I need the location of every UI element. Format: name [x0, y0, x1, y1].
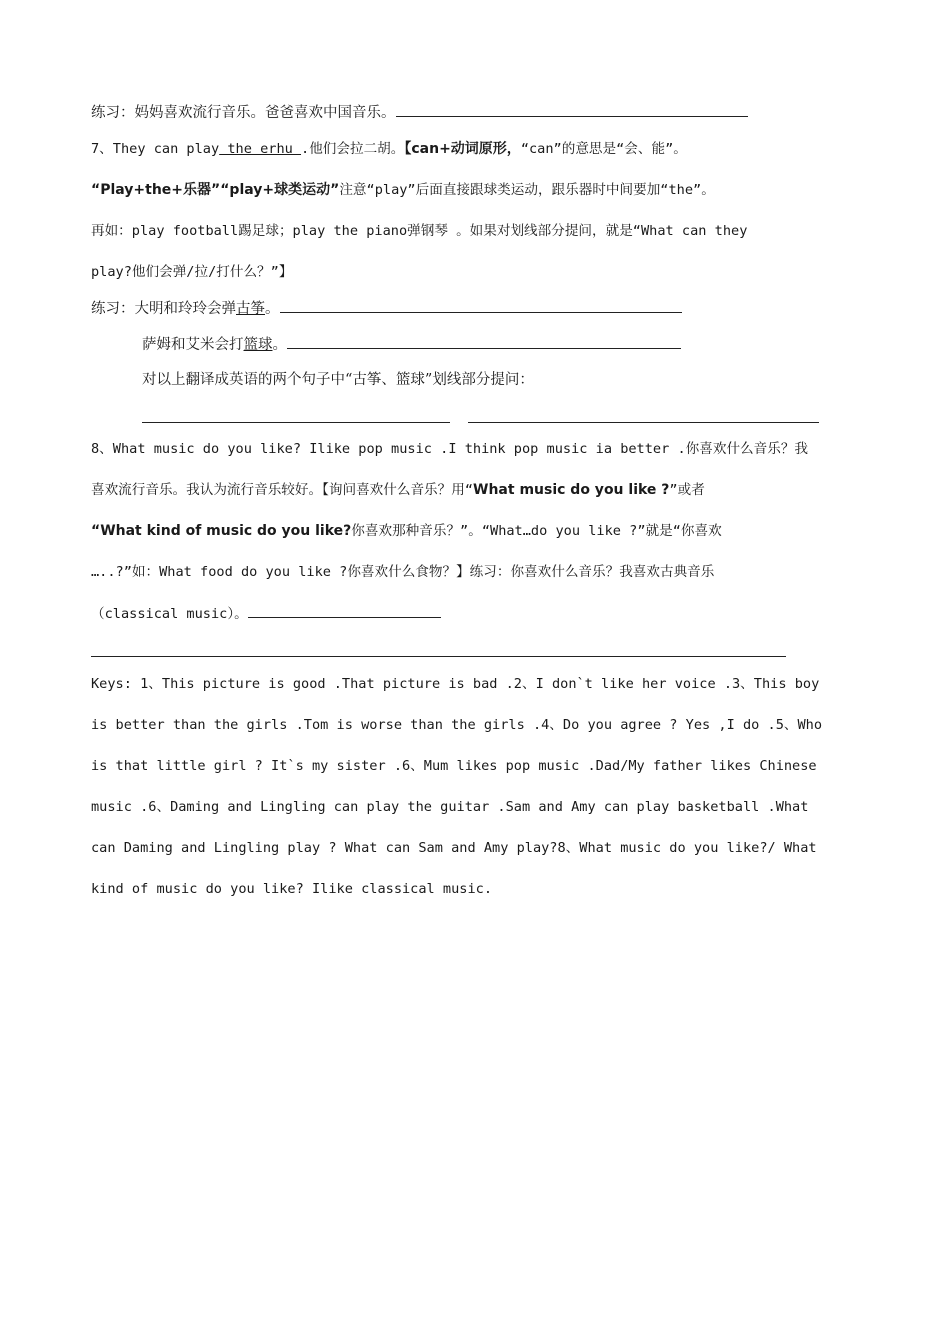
practice-text: 。: [272, 337, 287, 353]
item-8-text: ”或者: [669, 482, 705, 498]
item-8-line-5: [91, 603, 441, 624]
practice-7-q1: [91, 298, 682, 319]
practice-text: 萨姆和艾米会打: [142, 337, 244, 353]
keys-line: [91, 879, 492, 899]
practice-7-q3: [142, 370, 534, 390]
practice-6: [91, 102, 748, 123]
item-7-text: “can”的意思是“会、能”。: [520, 141, 687, 157]
item-7-line-2: [91, 180, 715, 200]
underlined-word: 古筝: [236, 301, 265, 317]
keys-text: Keys: 1、This picture is good .That picture is bad .2、I don`t like her voice .3、This boy: [91, 676, 820, 692]
item-7-line-1: [91, 139, 687, 159]
underlined-phrase: the erhu: [219, 141, 302, 157]
keys-text: is better than the girls .Tom is worse than the girls .4、Do you agree ? Yes ,I do .5、Who: [91, 717, 823, 733]
item-8-line-4: [91, 562, 714, 582]
item-7-text: 再如：play football踢足球；play the piano弹钢琴 。如果对划线部分提问，就是“What can they: [91, 223, 748, 239]
item-7-text: 7、They can play: [91, 141, 220, 157]
keys-line: [91, 797, 808, 817]
item-8-text: 你喜欢那种音乐？”。“What…do you like ?”就是“你喜欢: [351, 523, 722, 539]
practice-7-q2: [142, 334, 681, 355]
keys-text: kind of music do you like? Ilike classical music.: [91, 881, 493, 897]
item-8-text: 喜欢流行音乐。我认为流行音乐较好。【询问喜欢什么音乐？用“: [91, 482, 474, 498]
separator-line: [91, 656, 786, 657]
answer-blank[interactable]: [287, 334, 681, 349]
item-8-line-3: [91, 521, 722, 541]
keys-line: [91, 756, 817, 776]
keys-text: music .6、Daming and Lingling can play the guitar .Sam and Amy can play basketball .What: [91, 799, 809, 815]
answer-blank[interactable]: [396, 102, 748, 117]
keys-line: [91, 674, 819, 694]
answer-blank[interactable]: [280, 298, 682, 313]
keys-line: [91, 838, 817, 858]
item-7-text: 注意“play”后面直接跟球类运动，跟乐器时中间要加“the”。: [339, 182, 715, 198]
item-8-line-2: [91, 480, 705, 500]
bold-note: 【can+动词原形，: [404, 141, 521, 157]
answer-blank[interactable]: [142, 422, 450, 423]
bold-note: “Play+the+乐器”“play+球类运动”: [91, 182, 340, 198]
item-7-line-3: [91, 221, 747, 241]
bold-note: “What kind of music do you like?: [91, 523, 352, 539]
answer-blank[interactable]: [248, 603, 441, 618]
item-8-text: …..?”如：What food do you like ?你喜欢什么食物？】练习：你喜欢什么音乐？我喜欢古典音乐: [91, 564, 715, 580]
practice-6-text: 练习：妈妈喜欢流行音乐。爸爸喜欢中国音乐。: [91, 105, 396, 121]
item-8-line-1: [91, 439, 859, 459]
keys-text: is that little girl ? It`s my sister .6、Mum likes pop music .Dad/My father likes Chinese: [91, 758, 817, 774]
practice-text: 。: [265, 301, 280, 317]
practice-text: 对以上翻译成英语的两个句子中“古筝、篮球”划线部分提问：: [142, 372, 534, 388]
bold-note: What music do you like ?: [473, 482, 670, 498]
answer-blank[interactable]: [468, 422, 819, 423]
item-7-line-4: [91, 262, 292, 282]
item-7-text: .他们会拉二胡。: [301, 141, 405, 157]
item-8-text: 8、What music do you like? Ilike pop music .I think pop music ia better .你喜欢什么音乐？我: [91, 441, 809, 457]
item-7-text: play?他们会弹/拉/打什么？”】: [91, 264, 293, 280]
practice-text: 练习：大明和玲玲会弹: [91, 301, 236, 317]
underlined-word: 篮球: [243, 337, 273, 353]
keys-text: can Daming and Lingling play ? What can Sam and Amy play?8、What music do you like?/ What: [91, 840, 817, 856]
keys-line: [91, 715, 822, 735]
item-8-text: （classical music）。: [91, 606, 248, 622]
